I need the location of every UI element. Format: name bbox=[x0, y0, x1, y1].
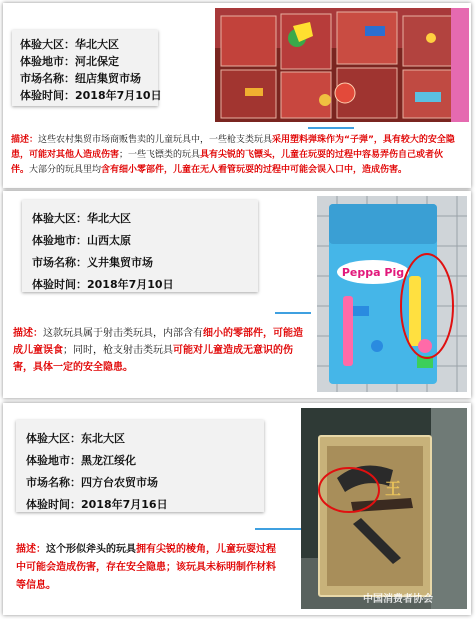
watermark-text: 中国消费者协会 bbox=[363, 594, 433, 605]
description-label: 描述： bbox=[16, 544, 46, 555]
info-box-1 bbox=[12, 30, 162, 106]
description-emphasis: 含有细小零部件，儿童在无人看管玩耍的过程中可能会误入口中，造成伤害。 bbox=[101, 165, 408, 175]
market-text: 市场名称：纽店集贸市场 bbox=[20, 72, 141, 85]
accent-bar-3 bbox=[255, 528, 301, 530]
description-2 bbox=[13, 325, 303, 376]
description-text: 这些农村集贸市场商贩售卖的儿童玩具中，一些枪支类玩具 bbox=[38, 135, 273, 145]
svg-text:王: 王 bbox=[385, 479, 402, 498]
region-text: 体验大区：华北大区 bbox=[32, 212, 131, 225]
time-text: 体验时间：2018年7月10日 bbox=[20, 89, 162, 102]
toy-report-card-2 bbox=[3, 191, 471, 398]
peppa-toy-illustration bbox=[317, 196, 467, 392]
info-box-3 bbox=[16, 420, 264, 512]
description-3 bbox=[16, 541, 282, 595]
time-text: 体验时间：2018年7月10日 bbox=[32, 278, 174, 291]
location-text: 体验地市：山西太原 bbox=[32, 234, 131, 247]
location-text: 体验地市：黑龙江绥化 bbox=[26, 454, 136, 467]
description-text: 大部分的玩具里均 bbox=[29, 165, 102, 175]
description-text: 这个形似斧头的玩具 bbox=[46, 544, 136, 555]
toy-report-card-3 bbox=[3, 403, 471, 615]
description-label: 描述： bbox=[11, 135, 39, 145]
info-box-2 bbox=[22, 200, 258, 292]
description-label: 描述： bbox=[13, 328, 43, 339]
toy-report-card-1 bbox=[3, 3, 471, 188]
region-text: 体验大区：华北大区 bbox=[20, 38, 119, 51]
toy-photo-1 bbox=[215, 8, 469, 122]
description-text: ；一些飞镖类的玩具 bbox=[119, 150, 201, 160]
time-text: 体验时间：2018年7月16日 bbox=[26, 498, 168, 511]
axe-toy-illustration bbox=[301, 408, 467, 609]
description-emphasis: 可能对儿童造成无意识的伤害，具体一定的安全隐患。 bbox=[13, 345, 293, 373]
location-text: 体验地市：河北保定 bbox=[20, 55, 119, 68]
description-emphasis: 细小的零部件，可能造成儿童误食 bbox=[13, 328, 303, 356]
accent-bar-2 bbox=[275, 312, 311, 314]
description-text: 这款玩具属于射击类玩具，内部含有 bbox=[43, 328, 203, 339]
description-emphasis: 具有尖锐的飞镖头，儿童在玩耍的过程中容易弄伤自己或者伙伴。 bbox=[11, 150, 444, 175]
description-1 bbox=[11, 133, 461, 178]
accent-bar-1 bbox=[308, 127, 354, 129]
package-brand-text: Peppa Pig bbox=[341, 266, 405, 279]
market-text: 市场名称：四方台农贸市场 bbox=[26, 476, 158, 489]
toy-wall-illustration bbox=[215, 8, 469, 122]
description-emphasis: 拥有尖锐的棱角，儿童玩耍过程中可能会造成伤害，存在安全隐患；该玩具未标明制作材料等信息。 bbox=[16, 544, 276, 591]
description-text: ；同时，枪支射击类玩具 bbox=[63, 345, 173, 356]
toy-photo-3 bbox=[301, 408, 467, 609]
region-text: 体验大区：东北大区 bbox=[26, 432, 125, 445]
toy-photo-2 bbox=[317, 196, 467, 392]
market-text: 市场名称：义井集贸市场 bbox=[32, 256, 153, 269]
description-emphasis: 采用塑料弹珠作为“子弹”，具有较大的安全隐患，可能对其他人造成伤害 bbox=[11, 135, 455, 160]
